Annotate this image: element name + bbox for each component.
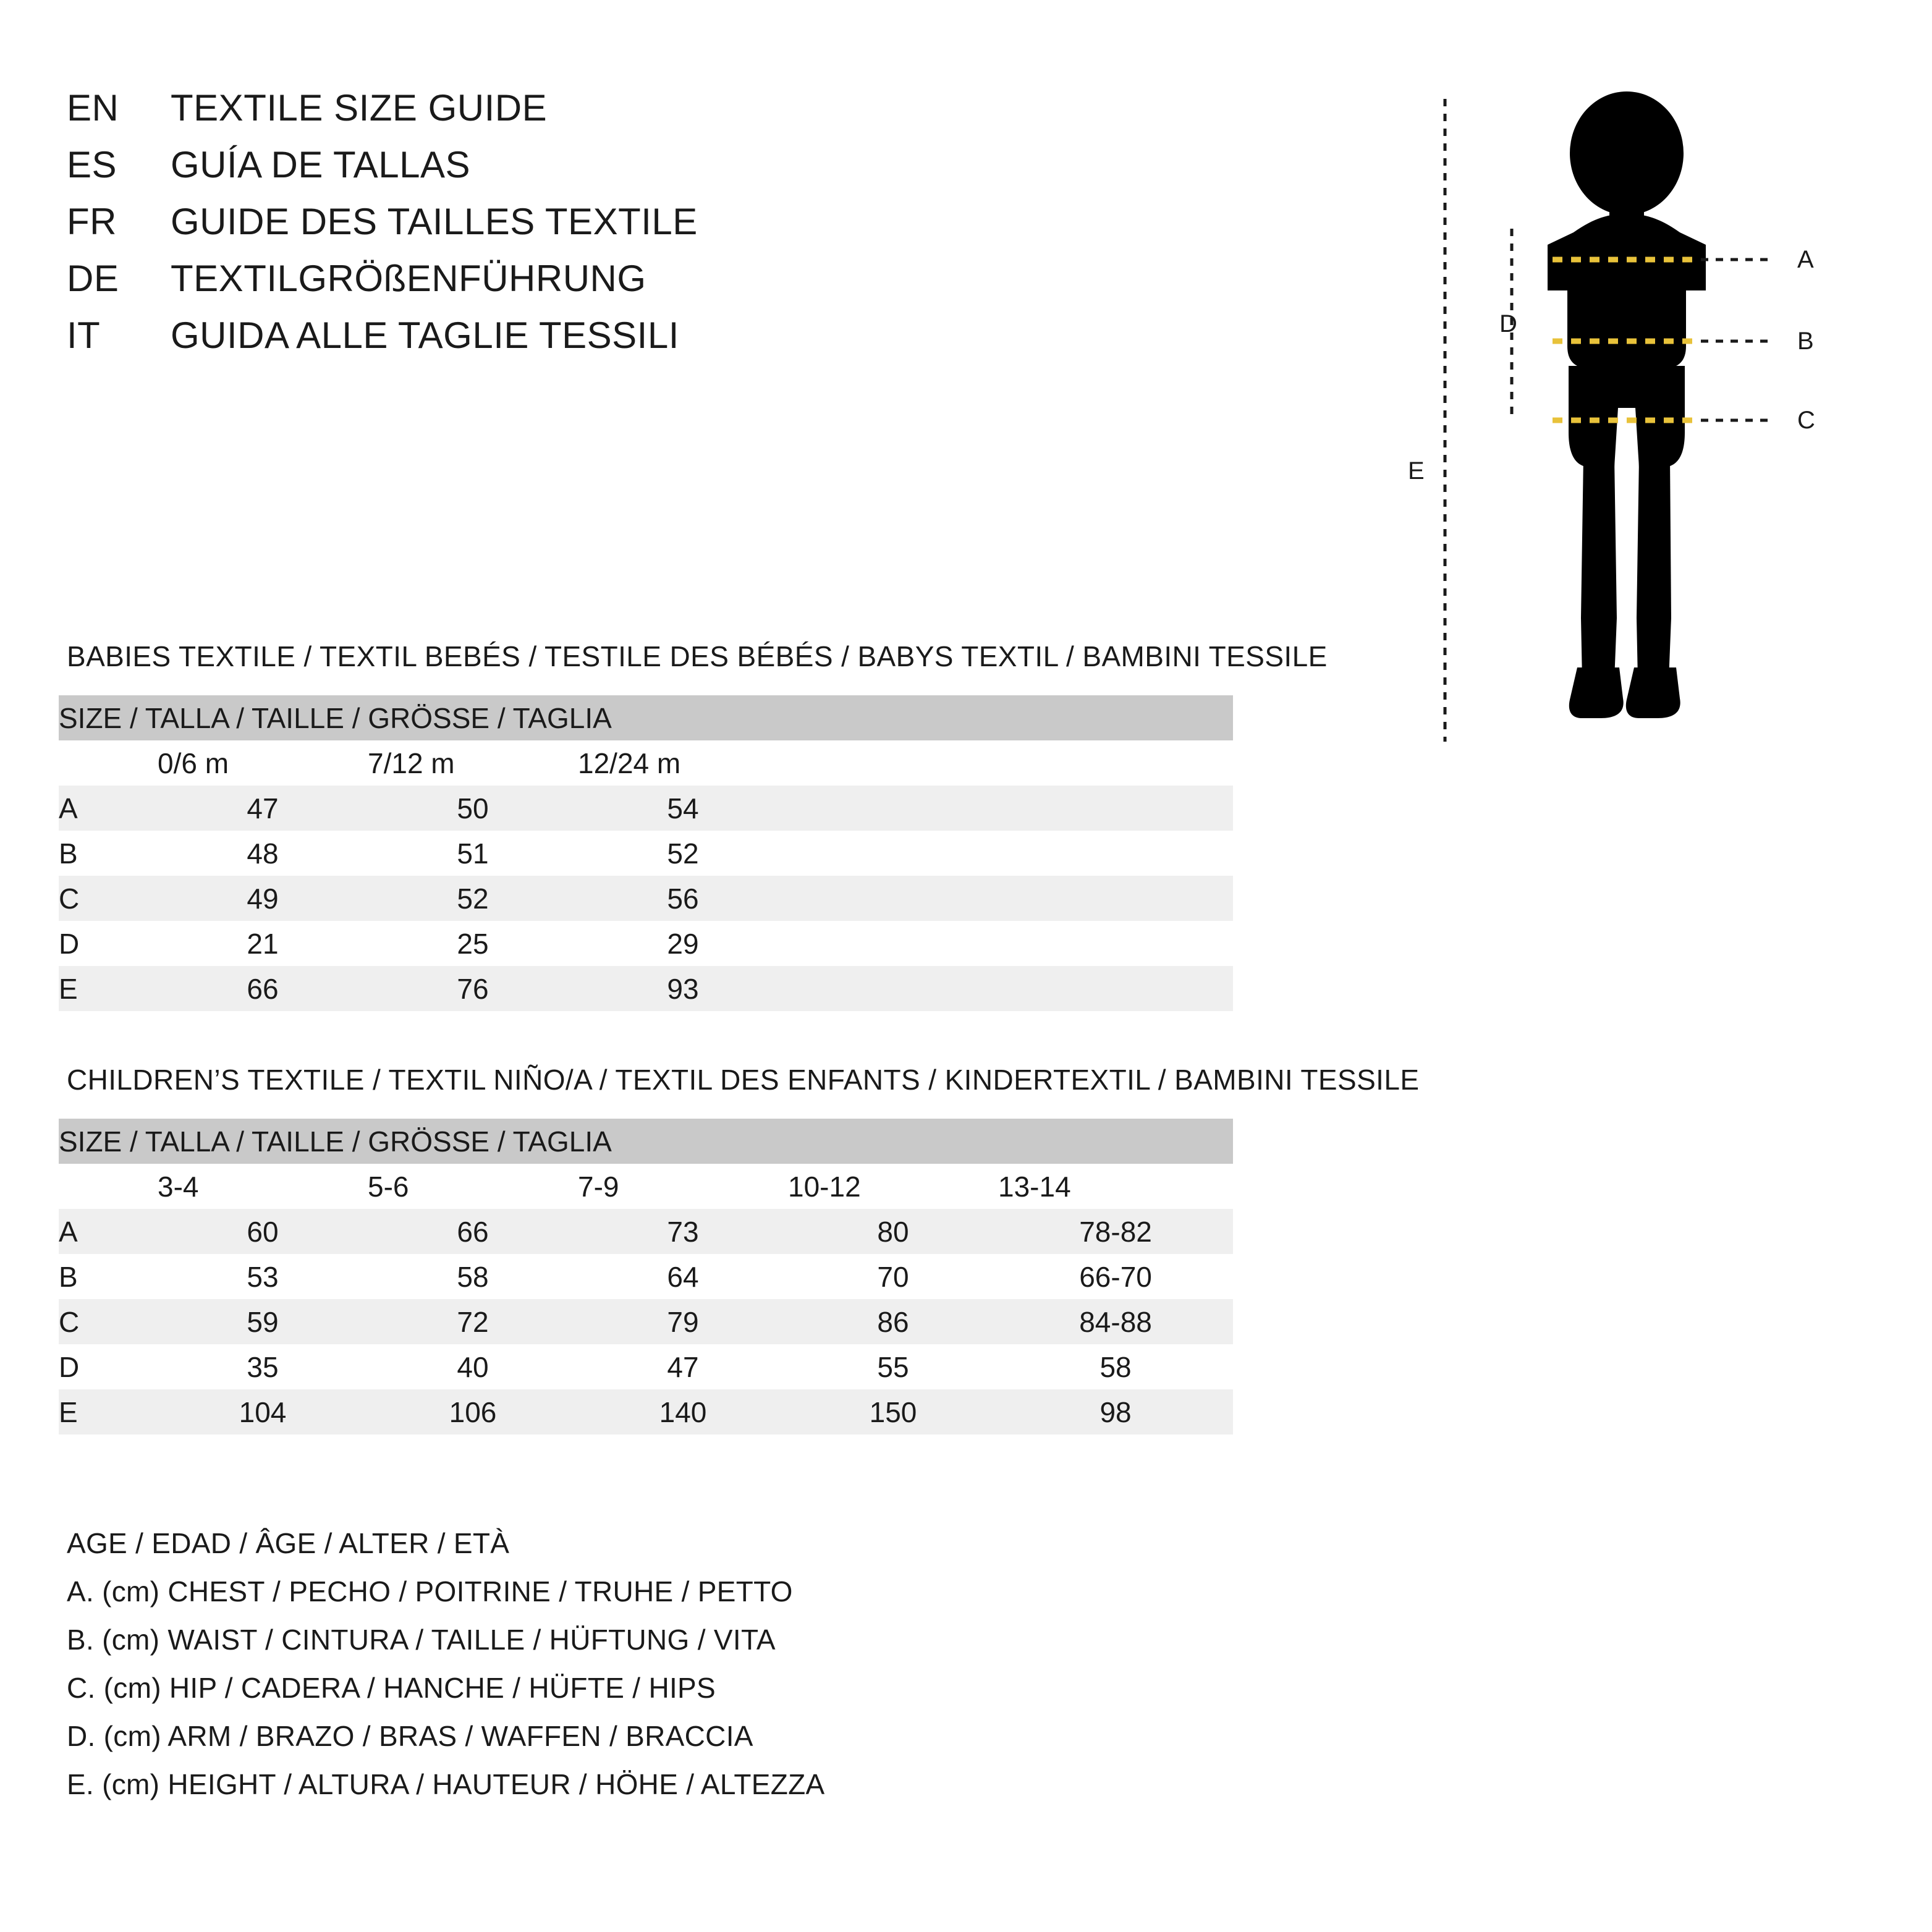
child-silhouette-icon <box>1397 87 1879 785</box>
children-b-2: 64 <box>578 1254 788 1299</box>
children-c-0: 59 <box>158 1299 368 1344</box>
children-table-header-row <box>59 1119 1233 1164</box>
children-d-3: 55 <box>788 1344 998 1389</box>
babies-col-0: 0/6 m <box>158 740 368 786</box>
babies-row-label-c: C <box>59 876 158 921</box>
babies-col-2: 12/24 m <box>578 740 788 786</box>
babies-table-header-row <box>59 695 1233 740</box>
children-c-3: 86 <box>788 1299 998 1344</box>
babies-d-1: 25 <box>368 921 578 966</box>
babies-column-header-row <box>59 740 1233 786</box>
babies-c-1: 52 <box>368 876 578 921</box>
children-row-label-e: E <box>59 1389 158 1434</box>
children-a-3: 80 <box>788 1209 998 1254</box>
language-code-en: EN <box>67 87 119 129</box>
language-code-it: IT <box>67 315 101 356</box>
babies-b-1: 51 <box>368 831 578 876</box>
table-row <box>59 966 1233 1011</box>
legend-line-chest: A. (cm) CHEST / PECHO / POITRINE / TRUHE / PETTO <box>67 1575 793 1608</box>
babies-a-spacer <box>788 786 1233 831</box>
table-row <box>59 1254 1233 1299</box>
language-row-es <box>67 143 870 200</box>
children-c-2: 79 <box>578 1299 788 1344</box>
children-b-1: 58 <box>368 1254 578 1299</box>
language-row-de <box>67 257 870 314</box>
children-b-0: 53 <box>158 1254 368 1299</box>
children-c-1: 72 <box>368 1299 578 1344</box>
figure-label-d: D <box>1499 310 1517 337</box>
children-a-4: 78-82 <box>998 1209 1233 1254</box>
babies-c-2: 56 <box>578 876 788 921</box>
babies-size-table <box>59 695 1233 1011</box>
measurement-legend <box>67 1527 1241 1816</box>
babies-d-0: 21 <box>158 921 368 966</box>
children-column-header-row <box>59 1164 1233 1209</box>
table-row <box>59 1344 1233 1389</box>
children-row-label-d: D <box>59 1344 158 1389</box>
children-row-label-a: A <box>59 1209 158 1254</box>
language-label-it: GUIDA ALLE TAGLIE TESSILI <box>171 315 679 356</box>
babies-row-label-e: E <box>59 966 158 1011</box>
language-title-list <box>67 87 870 371</box>
babies-a-0: 47 <box>158 786 368 831</box>
babies-b-0: 48 <box>158 831 368 876</box>
babies-a-1: 50 <box>368 786 578 831</box>
babies-a-2: 54 <box>578 786 788 831</box>
table-row <box>59 876 1233 921</box>
babies-row-label-b: B <box>59 831 158 876</box>
children-col-1: 5-6 <box>368 1164 578 1209</box>
babies-e-1: 76 <box>368 966 578 1011</box>
children-b-3: 70 <box>788 1254 998 1299</box>
babies-col-1: 7/12 m <box>368 740 578 786</box>
children-size-table <box>59 1119 1233 1434</box>
children-d-4: 58 <box>998 1344 1233 1389</box>
legend-line-hip: C. (cm) HIP / CADERA / HANCHE / HÜFTE / HIPS <box>67 1672 716 1704</box>
figure-label-b: B <box>1797 328 1814 355</box>
children-table-header-label: SIZE / TALLA / TAILLE / GRÖSSE / TAGLIA <box>59 1119 1233 1164</box>
table-row <box>59 1299 1233 1344</box>
table-row <box>59 1389 1233 1434</box>
children-a-0: 60 <box>158 1209 368 1254</box>
children-col-2: 7-9 <box>578 1164 788 1209</box>
language-label-es: GUÍA DE TALLAS <box>171 144 470 185</box>
children-col-4: 13-14 <box>998 1164 1233 1209</box>
babies-c-0: 49 <box>158 876 368 921</box>
language-label-fr: GUIDE DES TAILLES TEXTILE <box>171 201 698 242</box>
figure-label-e: E <box>1408 457 1425 485</box>
children-d-0: 35 <box>158 1344 368 1389</box>
legend-line-age: AGE / EDAD / ÂGE / ALTER / ETÀ <box>67 1527 510 1559</box>
babies-row-label-a: A <box>59 786 158 831</box>
language-row-it <box>67 314 870 371</box>
children-e-4: 98 <box>998 1389 1233 1434</box>
babies-e-spacer <box>788 966 1233 1011</box>
children-col-0: 3-4 <box>158 1164 368 1209</box>
babies-col-spacer <box>788 740 1233 786</box>
children-row-label-b: B <box>59 1254 158 1299</box>
table-row <box>59 831 1233 876</box>
legend-line-waist: B. (cm) WAIST / CINTURA / TAILLE / HÜFTUNG / VITA <box>67 1624 776 1656</box>
babies-b-spacer <box>788 831 1233 876</box>
children-d-2: 47 <box>578 1344 788 1389</box>
children-b-4: 66-70 <box>998 1254 1233 1299</box>
legend-line-arm: D. (cm) ARM / BRAZO / BRAS / WAFFEN / BRACCIA <box>67 1720 753 1752</box>
language-label-de: TEXTILGRÖßENFÜHRUNG <box>171 258 646 299</box>
children-d-1: 40 <box>368 1344 578 1389</box>
children-section-title: CHILDREN’S TEXTILE / TEXTIL NIÑO/A / TEXTIL DES ENFANTS / KINDERTEXTIL / BAMBINI TESSILE <box>67 1064 1420 1096</box>
babies-table-header-label: SIZE / TALLA / TAILLE / GRÖSSE / TAGLIA <box>59 695 1233 740</box>
babies-section-title: BABIES TEXTILE / TEXTIL BEBÉS / TESTILE DES BÉBÉS / BABYS TEXTIL / BAMBINI TESSILE <box>67 640 1328 672</box>
babies-d-spacer <box>788 921 1233 966</box>
language-row-en <box>67 87 870 143</box>
legend-line-height: E. (cm) HEIGHT / ALTURA / HAUTEUR / HÖHE / ALTEZZA <box>67 1768 825 1800</box>
table-row <box>59 1209 1233 1254</box>
children-c-4: 84-88 <box>998 1299 1233 1344</box>
babies-corner-cell <box>59 740 158 786</box>
children-col-3: 10-12 <box>788 1164 998 1209</box>
children-e-1: 106 <box>368 1389 578 1434</box>
children-a-1: 66 <box>368 1209 578 1254</box>
children-e-2: 140 <box>578 1389 788 1434</box>
figure-label-a: A <box>1797 246 1814 273</box>
babies-e-0: 66 <box>158 966 368 1011</box>
babies-e-2: 93 <box>578 966 788 1011</box>
babies-d-2: 29 <box>578 921 788 966</box>
figure-label-c: C <box>1797 407 1815 434</box>
language-code-fr: FR <box>67 201 117 242</box>
language-row-fr <box>67 200 870 257</box>
language-label-en: TEXTILE SIZE GUIDE <box>171 87 548 129</box>
babies-b-2: 52 <box>578 831 788 876</box>
babies-row-label-d: D <box>59 921 158 966</box>
children-a-2: 73 <box>578 1209 788 1254</box>
children-e-3: 150 <box>788 1389 998 1434</box>
children-row-label-c: C <box>59 1299 158 1344</box>
measurement-figure <box>1397 87 1879 785</box>
language-code-es: ES <box>67 144 117 185</box>
children-corner-cell <box>59 1164 158 1209</box>
table-row <box>59 786 1233 831</box>
babies-c-spacer <box>788 876 1233 921</box>
language-code-de: DE <box>67 258 119 299</box>
children-e-0: 104 <box>158 1389 368 1434</box>
table-row <box>59 921 1233 966</box>
